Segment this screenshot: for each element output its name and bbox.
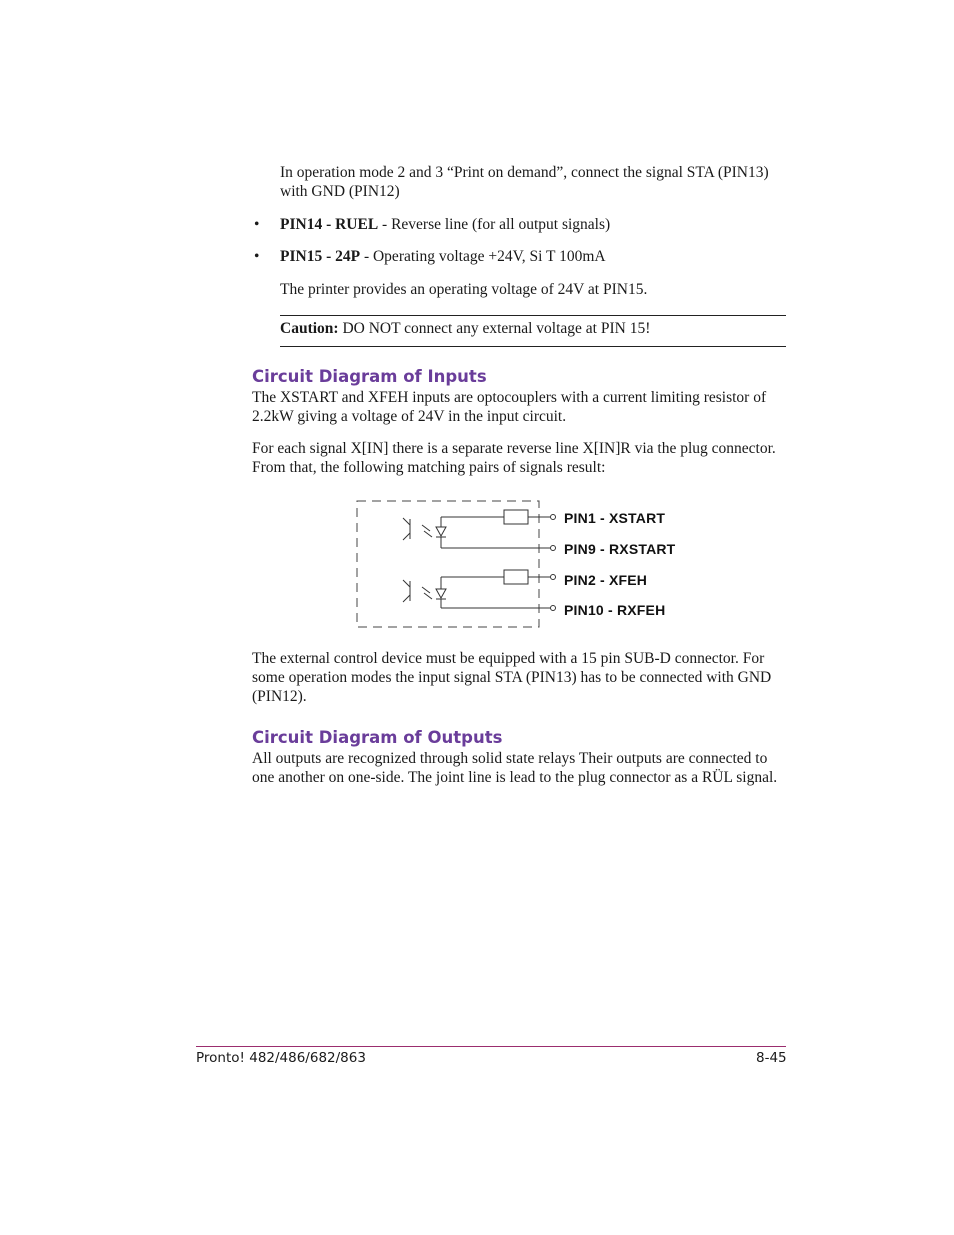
- terminal-pin1: [551, 515, 556, 520]
- transistor-emitter: [403, 533, 410, 540]
- transistor-collector: [403, 580, 410, 587]
- resistor-2: [504, 570, 528, 584]
- bullet-marker: •: [254, 216, 260, 233]
- caution-text: DO NOT connect any external voltage at PIN 15!: [338, 320, 651, 337]
- mode-paragraph: In operation mode 2 and 3 “Print on demand”, connect the signal STA (PIN13) with GND (PIN12): [280, 164, 769, 200]
- bullet-term: PIN14 - RUEL: [280, 216, 379, 233]
- pin-label-pin2: PIN2 - XFEH: [564, 572, 648, 588]
- transistor-collector: [403, 518, 410, 525]
- caution-note: [280, 319, 780, 338]
- inputs-paragraph-2: For each signal X[IN] there is a separate reverse line X[IN]R via the plug connector. From that, the following matching pairs of signals result:: [252, 440, 776, 476]
- bullet-marker: •: [254, 248, 260, 265]
- bullet-desc: - Reverse line (for all output signals): [378, 216, 611, 233]
- bullet-desc: - Operating voltage +24V, Si T 100mA: [360, 248, 606, 265]
- voltage-note: The printer provides an operating voltage of 24V at PIN15.: [280, 281, 648, 298]
- caution-label: Caution:: [280, 320, 339, 337]
- inputs-paragraph-3: The external control device must be equipped with a 15 pin SUB-D connector. For some operation modes the input signal STA (PIN13) has to be connected with GND (PIN12).: [252, 650, 772, 705]
- terminal-pin10: [551, 606, 556, 611]
- inputs-heading: Circuit Diagram of Inputs: [252, 367, 487, 386]
- inputs-paragraph-1: The XSTART and XFEH inputs are optocouplers with a current limiting resistor of 2.2kW giving a voltage of 24V in the input circuit.: [252, 389, 767, 425]
- light-arrow: [424, 531, 432, 537]
- light-arrow: [424, 593, 432, 599]
- terminal-pin9: [551, 546, 556, 551]
- circuit-schematic: [350, 495, 565, 635]
- pin-label-pin1: PIN1 - XSTART: [564, 510, 666, 526]
- outputs-heading: Circuit Diagram of Outputs: [252, 728, 503, 747]
- page-number: 8-45: [756, 1050, 787, 1066]
- footer-rule: [196, 1046, 786, 1047]
- pin-label-pin9: PIN9 - RXSTART: [564, 541, 676, 557]
- terminal-pin2: [551, 575, 556, 580]
- pin-label-pin10: PIN10 - RXFEH: [564, 602, 666, 618]
- led-diode: [436, 589, 446, 598]
- footer-title: Pronto! 482/486/682/863: [196, 1050, 366, 1066]
- resistor-1: [504, 510, 528, 524]
- bullet-term: PIN15 - 24P: [280, 248, 361, 265]
- optocoupler-1: [403, 510, 556, 551]
- outputs-paragraph-1: All outputs are recognized through solid state relays Their outputs are connected to one another on one-side. The joint line is lead to the plug connector as a RÜL signal.: [252, 750, 778, 786]
- optocoupler-2: [403, 570, 556, 611]
- light-arrow: [422, 587, 430, 593]
- light-arrow: [422, 525, 430, 531]
- transistor-emitter: [403, 595, 410, 602]
- caution-bottom-rule: [280, 346, 786, 347]
- caution-top-rule: [280, 315, 786, 316]
- led-diode: [436, 527, 446, 536]
